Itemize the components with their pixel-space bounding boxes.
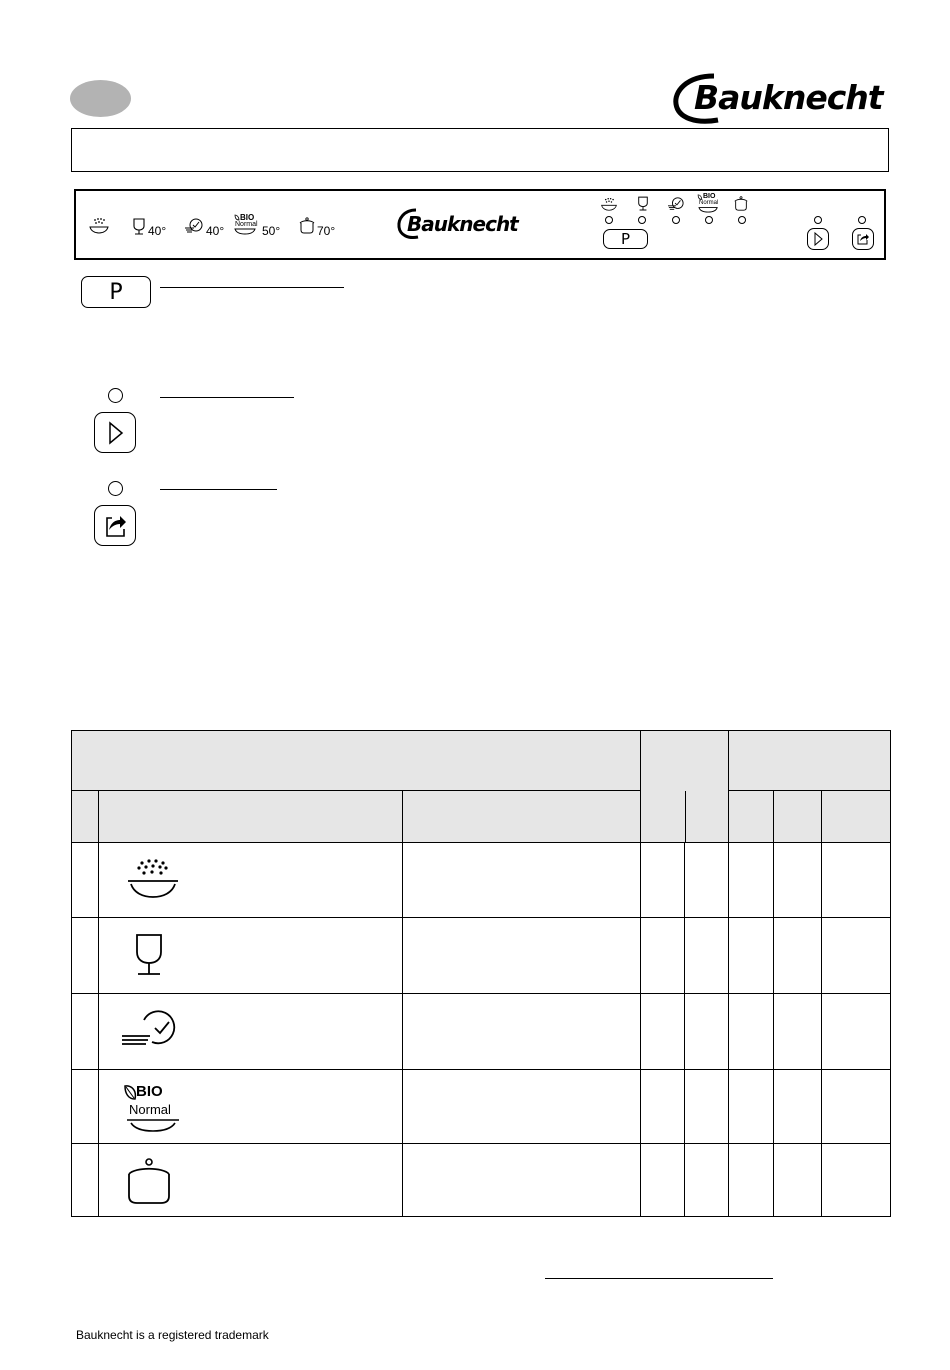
panel-start-button[interactable] (807, 228, 829, 250)
table-cell-value (774, 1070, 822, 1144)
table-cell-value (822, 1144, 891, 1217)
table-cell-description (403, 1070, 641, 1144)
brand-logo-text: Bauknecht (694, 78, 883, 117)
panel-program-button[interactable] (603, 229, 648, 249)
table-cell-value (685, 994, 729, 1070)
quick-wash-temperature: 40° (206, 224, 225, 238)
pot-temperature: 70° (317, 224, 336, 238)
panel-reset-button[interactable] (852, 228, 874, 250)
table-cell-value (641, 843, 685, 918)
table-header-number (72, 791, 99, 843)
table-cell-value (641, 1070, 685, 1144)
table-cell-number (72, 918, 99, 994)
table-glass-icon (131, 932, 171, 980)
reset-button[interactable] (94, 505, 136, 546)
table-cell-number (72, 1144, 99, 1217)
table-row (72, 1144, 891, 1217)
programs-table (71, 730, 891, 1217)
start-play-icon (95, 413, 135, 452)
table-cell-value (729, 994, 774, 1070)
table-cell-number (72, 1070, 99, 1144)
table-cell-value (774, 918, 822, 994)
play-icon (808, 229, 828, 249)
bio-normal-temperature: 50° (262, 224, 281, 238)
table-cell-symbol (99, 1144, 403, 1217)
table-row (72, 843, 891, 918)
start-led (814, 216, 822, 224)
start-button-heading-line (160, 397, 294, 398)
title-box (71, 128, 889, 172)
bio-normal-led (705, 216, 713, 224)
table-cell-value (822, 918, 891, 994)
table-cell-value (822, 1070, 891, 1144)
program-button-heading-line (160, 287, 344, 288)
trademark-notice: Bauknecht is a registered trademark (76, 1328, 269, 1342)
table-rinse-icon (116, 857, 186, 907)
bio-normal-icon (233, 213, 261, 235)
table-cell-value (641, 994, 685, 1070)
panel-program-button-label: P (620, 230, 631, 248)
table-header-group-a-divider (685, 791, 686, 842)
table-cell-description (403, 843, 641, 918)
rinse-led (605, 216, 613, 224)
glass-icon (132, 218, 146, 236)
pot-indicator-icon (733, 196, 749, 212)
bio-normal-indicator-bowl-icon (696, 193, 722, 213)
bio-normal-indicator-bio: BIO (703, 193, 716, 200)
table-cell-value (685, 918, 729, 994)
table-normal-label: Normal (129, 1102, 171, 1117)
glass-indicator-icon (637, 196, 649, 212)
pot-led (738, 216, 746, 224)
table-cell-value (641, 1144, 685, 1217)
table-cell-value (774, 843, 822, 918)
table-cell-value (641, 918, 685, 994)
table-header-b1 (729, 791, 774, 843)
bio-normal-icon-normal: Normal (235, 221, 258, 228)
rinse-icon (88, 217, 110, 235)
start-indicator-led (108, 388, 123, 403)
table-cell-number (72, 843, 99, 918)
table-cell-value (685, 1070, 729, 1144)
table-cell-value (729, 843, 774, 918)
table-cell-value (729, 1144, 774, 1217)
table-cell-symbol (99, 918, 403, 994)
bio-normal-icon-bio: BIO (240, 213, 255, 222)
quick-wash-led (672, 216, 680, 224)
program-button[interactable] (81, 276, 151, 308)
table-header-b2 (774, 791, 822, 843)
table-cell-description (403, 918, 641, 994)
table-cell-value (685, 1144, 729, 1217)
table-cell-value (685, 843, 729, 918)
table-cell-value (774, 1144, 822, 1217)
table-row (72, 918, 891, 994)
language-indicator (70, 80, 131, 117)
table-cell-symbol (99, 843, 403, 918)
table-cell-number (72, 994, 99, 1070)
glass-led (638, 216, 646, 224)
table-cell-description (403, 1144, 641, 1217)
bio-normal-indicator-icon (696, 193, 722, 213)
table-bio-label: BIO (136, 1083, 163, 1100)
footer-signature-line (545, 1278, 773, 1279)
reset-arrow-icon (95, 506, 135, 545)
quick-wash-icon (184, 217, 204, 235)
table-pot-icon (121, 1156, 181, 1210)
table-cell-description (403, 994, 641, 1070)
rinse-indicator-icon (600, 197, 618, 212)
table-bio-normal-icon (123, 1082, 183, 1134)
table-quick-wash-icon (116, 1008, 186, 1058)
bio-normal-bowl-icon (233, 213, 261, 235)
brand-logo (672, 70, 892, 126)
table-header-group-a (641, 731, 729, 843)
bio-normal-indicator-normal: Normal (699, 200, 719, 206)
quick-wash-indicator-icon (667, 196, 685, 212)
reset-icon (853, 229, 873, 249)
reset-button-heading-line (160, 489, 277, 490)
program-button-label: P (109, 279, 123, 305)
table-header-program (72, 731, 641, 791)
panel-brand-logo (396, 205, 546, 245)
control-panel (74, 189, 886, 260)
table-cell-symbol (99, 994, 403, 1070)
table-header-symbol (99, 791, 403, 843)
table-cell-value (774, 994, 822, 1070)
table-header-description (403, 791, 641, 843)
glass-temperature: 40° (148, 224, 167, 238)
panel-brand-text: Bauknecht (407, 212, 518, 236)
table-header-group-b (729, 731, 891, 791)
table-cell-symbol (99, 1070, 403, 1144)
table-row (72, 1070, 891, 1144)
table-cell-value (729, 1070, 774, 1144)
pot-icon (298, 217, 316, 235)
table-cell-value (822, 843, 891, 918)
reset-led (858, 216, 866, 224)
table-row (72, 994, 891, 1070)
table-header-b3 (822, 791, 891, 843)
table-cell-value (729, 918, 774, 994)
reset-indicator-led (108, 481, 123, 496)
start-button[interactable] (94, 412, 136, 453)
table-cell-value (822, 994, 891, 1070)
